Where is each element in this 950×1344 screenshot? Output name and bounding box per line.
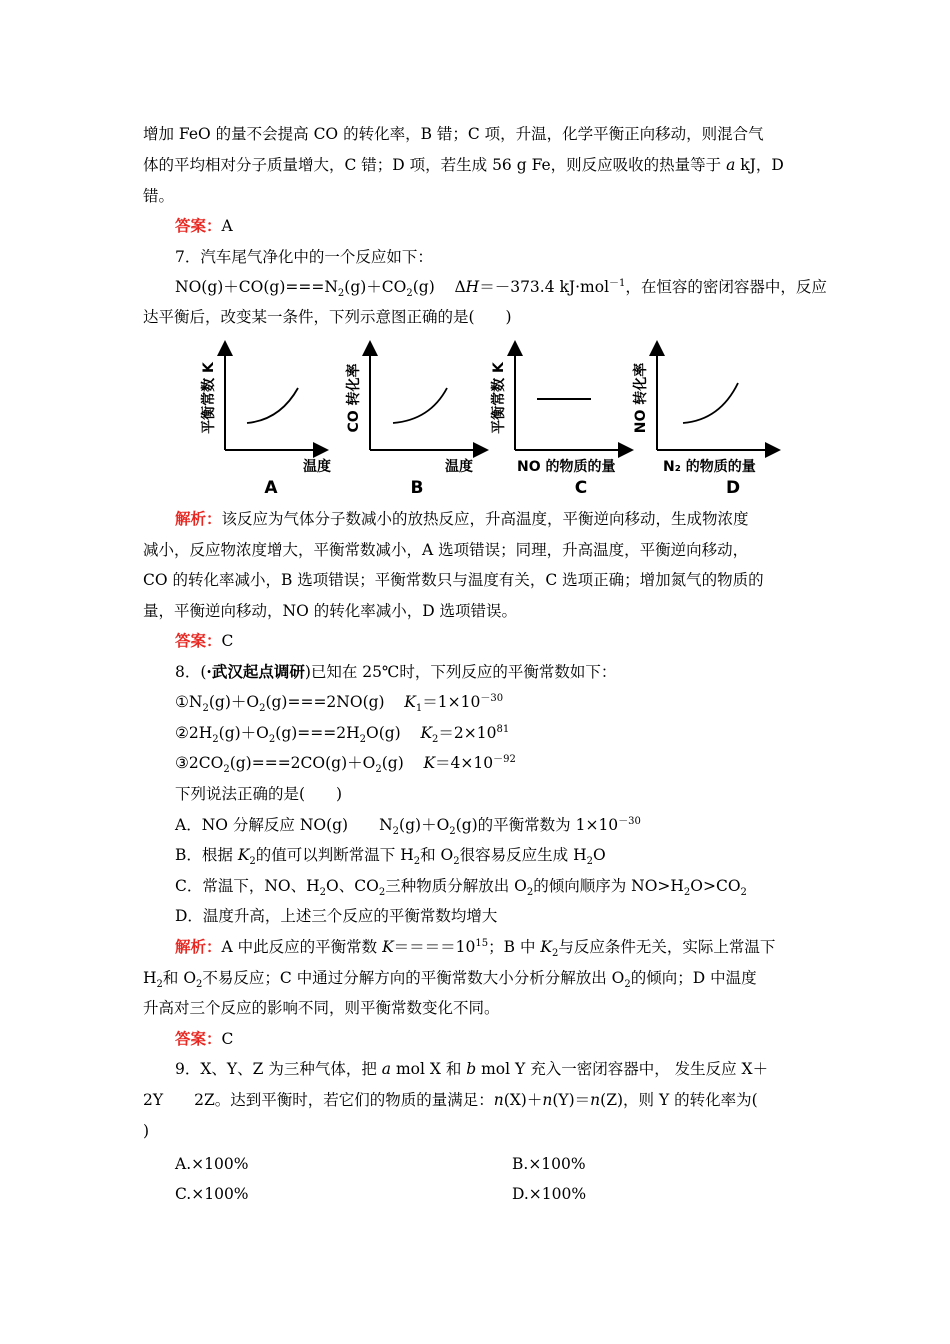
q7-stem-2: 达平衡后，改变某一条件，下列示意图正确的是( ): [143, 308, 512, 326]
q8-option-b: B．根据 $K_2$的值可以判断常温下 $H_2$和 $O_2$很容易反应生成 $H_2O$: [175, 846, 606, 868]
graph-d-letter: D: [725, 478, 741, 498]
q8-option-a: A．NO 分解反应 NO(g) $N_2(g)+O_2(g)$的平衡常数为 $1\times 10^{-30}$: [175, 815, 641, 838]
q8-reaction-2: $②2H_2(g)+O_2(g)===2H_2O(g)$ $K_2=2\times 10^{81}$: [175, 723, 510, 746]
graph-a-xlabel: 温度: [303, 459, 331, 475]
q8-answer: 答案：C: [175, 1029, 234, 1048]
graph-b: [345, 344, 485, 498]
graph-d-curve: [683, 383, 738, 423]
q8-explanation-line-3: 升高对三个反应的影响不同，则平衡常数变化不同。: [143, 999, 500, 1017]
q9-option-c: C.×100%: [175, 1185, 249, 1203]
q8-reaction-1: $①N_2(g)+O_2(g)===2NO(g)$ $K_1=1\times 10^{-30}$: [175, 692, 504, 715]
q8-option-d: D．温度升高，上述三个反应的平衡常数均增大: [175, 907, 498, 925]
graph-d-xlabel: N₂ 的物质的量: [663, 459, 756, 475]
q7-explanation-line-4: 量，平衡逆向移动，NO 的转化率减小，D 选项错误。: [143, 602, 518, 620]
q7-equation: $NO(g)+CO(g)===N_2(g)+CO_2(g)$ ΔH＝－373.4 kJ·mol$^{-1}$，在恒容的密闭容器中，反应: [175, 277, 827, 300]
q8-stem: 8．(·武汉起点调研)已知在 25℃时，下列反应的平衡常数如下：: [175, 662, 617, 681]
q7-graphs: [195, 338, 785, 498]
graph-a: [200, 344, 331, 498]
q7-explanation-line-1: 解析：该反应为气体分子数减小的放热反应，升高温度，平衡逆向移动，生成物浓度: [175, 509, 749, 528]
q6-answer: 答案：A: [175, 216, 233, 235]
q9-option-a: A.×100%: [175, 1155, 249, 1173]
q7-answer: 答案：C: [175, 631, 234, 650]
q8-option-c: C．常温下，NO、$H_2O$、$CO_2$三种物质分解放出 $O_2$的倾向顺序为 $NO>H_2O>CO_2$: [175, 877, 747, 899]
graph-c-letter: C: [574, 478, 588, 498]
q9-stem-line-2: 2Y 2Z。达到平衡时，若它们的物质的量满足：n(X)＋n(Y)＝n(Z)，则 Y 的转化率为(: [143, 1091, 758, 1109]
q7-explanation-line-2: 减小，反应物浓度增大，平衡常数减小，A 选项错误；同理，升高温度，平衡逆向移动，: [143, 541, 749, 559]
q8-question: 下列说法正确的是( ): [175, 785, 343, 803]
graph-a-ylabel: 平衡常数 K: [201, 362, 217, 434]
graph-d-ylabel: NO 转化率: [633, 362, 649, 434]
graph-a-curve: [247, 388, 298, 423]
graph-b-ylabel: CO 转化率: [346, 363, 362, 433]
q7-explanation-line-3: CO 的转化率减小，B 选项错误；平衡常数只与温度有关，C 选项正确；增加氮气的物质的: [143, 571, 764, 589]
graph-a-letter: A: [264, 478, 278, 498]
q8-explanation-line-2: $H_2$和 $O_2$不易反应；C 中通过分解方向的平衡常数大小分析分解放出 $O_2$的倾向；D 中温度: [143, 969, 757, 991]
graph-b-curve: [393, 388, 447, 423]
graph-c-ylabel: 平衡常数 K: [491, 362, 507, 434]
q7-stem: 7．汽车尾气净化中的一个反应如下：: [175, 248, 433, 266]
q9-option-b: B.×100%: [512, 1155, 586, 1173]
q9-stem-line-1: 9．X、Y、Z 为三种气体，把 a mol X 和 b mol Y 充入一密闭容器中， 发生反应 X＋: [175, 1060, 769, 1078]
q9-stem-line-3: ): [143, 1122, 150, 1140]
graph-b-xlabel: 温度: [445, 459, 473, 475]
q6-explanation-line-2: 体的平均相对分子质量增大，C 错；D 项，若生成 56 g Fe，则反应吸收的热量等于 a kJ，D: [143, 156, 784, 174]
graph-c-xlabel: NO 的物质的量: [517, 459, 616, 475]
q8-explanation-line-1: 解析：A 中此反应的平衡常数 $K====10^{15}$；B 中 $K_2$与反应条件无关，实际上常温下: [175, 937, 776, 960]
graph-d: [632, 344, 777, 498]
graph-c: [490, 344, 630, 498]
q8-reaction-3: $③2CO_2(g)===2CO(g)+O_2(g)$ $K=4\times 10^{-92}$: [175, 753, 516, 776]
q9-option-d: D.×100%: [512, 1185, 587, 1203]
q6-explanation-line-3: 错。: [143, 187, 175, 205]
graph-b-letter: B: [410, 478, 424, 498]
q6-explanation-line-1: 增加 FeO 的量不会提高 CO 的转化率，B 错；C 项，升温，化学平衡正向移动，则混合气: [143, 125, 764, 143]
